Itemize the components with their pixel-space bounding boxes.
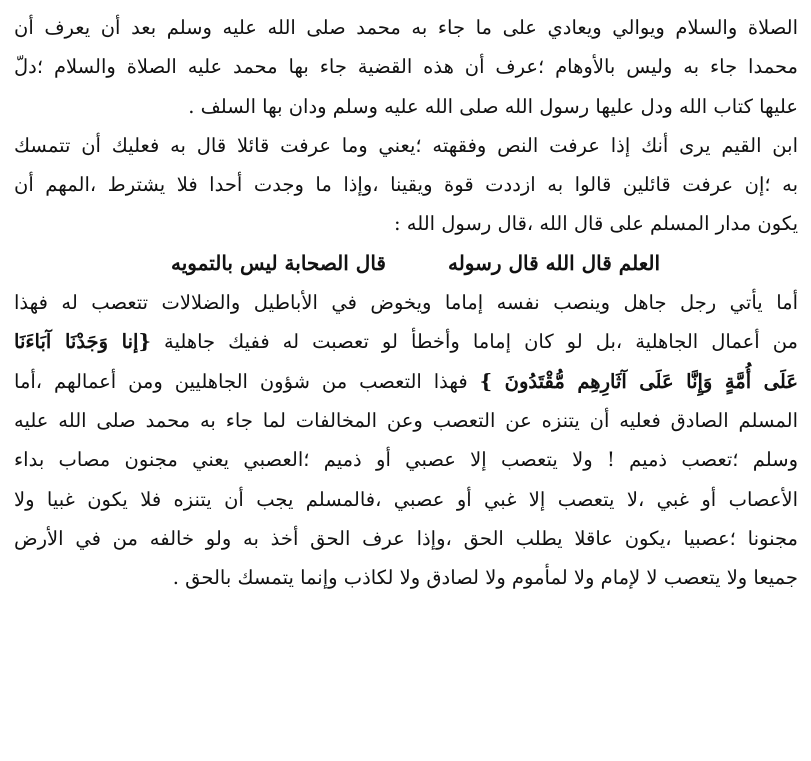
paragraph-3-line-2: [14, 322, 798, 361]
quran-quote-end: عَلَى أُمَّةٍ وَإِنَّا عَلَى آثَارِهِم مُّقْتَدُونَ }: [479, 369, 798, 393]
paragraph-3-line-8: جميعا ولا يتعصب لا لإمام ولا لمأموم ولا لصادق ولا لكاذب وإنما يتمسك بالحق .: [172, 566, 798, 590]
verse-second-hemistich: قال الصحابة ليس بالتمويه: [171, 250, 386, 275]
paragraph-1-line-2: محمدا جاء به وليس بالأوهام ؛عرف أن هذه القضية جاء بها محمد عليه الصلاة والسلام ؛دلّ: [14, 55, 798, 79]
paragraph-3-line-3-text: فهذا التعصب من شؤون الجاهليين ومن أعمالهم ،أما: [14, 369, 468, 393]
paragraph-3-line-4: المسلم الصادق فعليه أن يتنزه عن التعصب وعن المخالفات لما جاء به محمد صلى الله عليه: [14, 408, 798, 432]
paragraph-2-line-3: يكون مدار المسلم على قال الله ،قال رسول الله :: [394, 212, 798, 236]
paragraph-2-line-1: ابن القيم يرى أنك إذا عرفت النص وفقهته ؛يعني وما عرفت قائلا قال به فعليك أن تتمسك: [14, 133, 798, 157]
document-page: [14, 8, 798, 597]
quran-quote-start: {إنا وَجَدْنَا آبَاءَنَا: [14, 330, 151, 354]
paragraph-3-line-1: أما يأتي رجل جاهل وينصب نفسه إماما ويخوض في الأباطيل والضلالات تتعصب له فهذا: [14, 291, 798, 315]
paragraph-3-line-5: وسلم ؛تعصب ذميم ! ولا يتعصب إلا عصبي أو ذميم ؛العصبي يعني مجنون مصاب بداء: [14, 448, 798, 472]
verse-first-hemistich: العلم قال الله قال رسوله: [447, 250, 660, 275]
paragraph-3-line-3: [14, 362, 798, 401]
paragraph-3-line-7: مجنونا ؛عصبيا ،يكون عاقلا يطلب الحق ،وإذا عرف الحق أخذ به ولو خالفه من في الأرض: [14, 526, 798, 550]
paragraph-3-line-2-text: من أعمال الجاهلية ،بل لو كان إماما وأخطأ لو تعصبت له ففيك جاهلية: [164, 330, 798, 354]
paragraph-1-line-3: عليها كتاب الله ودل عليها رسول الله صلى الله عليه وسلم ودان بها السلف .: [188, 94, 798, 118]
paragraph-1-line-1: الصلاة والسلام ويوالي ويعادي على ما جاء به محمد صلى الله عليه وسلم بعد أن يعرف أن: [14, 16, 798, 39]
paragraph-2-line-2: به ؛إن عرفت قائلين قالوا به ازددت قوة ويقينا ،وإذا ما وجدت أحدا فلا يشترط ،المهم أن: [14, 173, 798, 197]
paragraph-3-line-6: الأعصاب أو غبي ،لا يتعصب إلا غبي أو عصبي ،فالمسلم يجب أن يتنزه فلا يكون غبيا ولا: [14, 487, 798, 511]
verse-line: [14, 244, 798, 283]
